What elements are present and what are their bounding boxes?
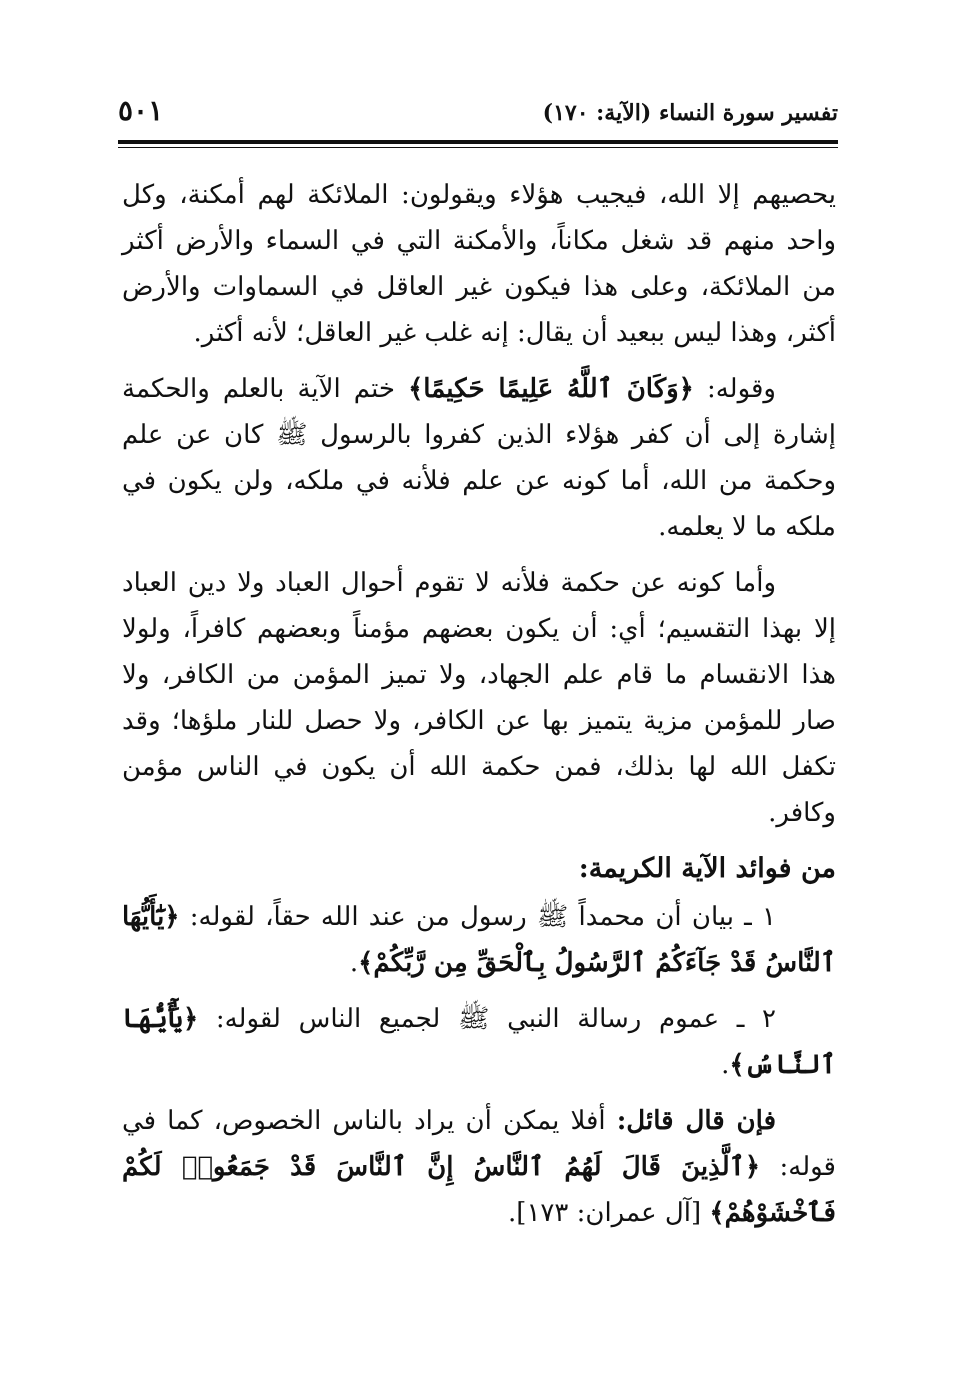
page-header [118,88,838,136]
objection-text: أفلا يمكن أن يراد بالناس الخصوص، كما في قوله: [122,1106,836,1182]
paragraph-2-after: ختم الآية بالعلم والحكمة إشارة إلى أن كفر هؤلاء الذين كفروا بالرسول ﷺ كان عن علم وحكمة من الله، أما كونه عن علم فلأنه في ملكه، ولن يكون في ملكه ما لا يعلمه. [122,374,836,542]
benefit-2 [122,996,836,1088]
quran-verse: ﴿يَٰٓأَيُّهَا ٱلنَّاسُ قَدْ جَآءَكُمُ ٱلرَّسُولُ بِٱلْحَقِّ مِن رَّبِّكُمْ﴾ [122,902,836,978]
body-text [122,172,836,1246]
benefit-1 [122,894,836,986]
quran-verse: ﴿يَٰٓأَيُّهَا ٱلنَّاسُ﴾ [122,1004,836,1080]
header-rule-thin [118,147,838,148]
paragraph-3: وأما كونه عن حكمة فلأنه لا تقوم أحوال العباد ولا دين العباد إلا بهذا التقسيم؛ أي: أن يكون بعضهم مؤمناً وبعضهم كافراً، ولولا هذا الانقسام ما قام علم الجهاد، ولا تميز المؤمن من الكافر، ولا صار للمؤمن مزية يتميز بها عن الكافر، ولا حصل للنار ملؤها؛ وقد تكفل الله لها بذلك، فمن حكمة الله أن يكون في الناس مؤمن وكافر. [122,568,836,828]
page-number: ٥٠١ [118,94,164,127]
paragraph-1: يحصيهم إلا الله، فيجيب هؤلاء ويقولون: الملائكة لهم أمكنة، وكل واحد منهم قد شغل مكاناً، والأمكنة التي في السماء والأرض أكثر من الملائكة، وعلى هذا فيكون غير العاقل في السماوات والأرض أكثر، وهذا ليس ببعيد أن يقال: إنه غلب غير العاقل؛ لأنه أكثر. [122,180,836,348]
quran-verse: ﴿وَكَانَ ٱللَّهُ عَلِيمًا حَكِيمًا﴾ [408,374,694,404]
verse-citation: [آل عمران: ١٧٣]. [508,1198,710,1228]
benefit-1-end: . [349,948,359,978]
benefits-heading: من فوائد الآية الكريمة: [578,853,836,884]
paragraph-2-before: وقوله: [693,374,776,404]
benefit-2-text: ٢ ـ عموم رسالة النبي ﷺ لجميع الناس لقوله: [198,1004,776,1034]
paragraph-2 [122,366,836,550]
header-rule-thick [118,140,838,144]
objection-paragraph [122,1098,836,1236]
running-title: تفسير سورة النساء (الآية: ١٧٠) [542,100,838,126]
benefit-2-end: . [721,1050,730,1080]
quran-verse: ﴿ٱلَّذِينَ قَالَ لَهُمُ ٱلنَّاسُ إِنَّ ٱلنَّاسَ قَدْ جَمَعُوا۟ لَكُمْ فَٱخْشَوْهُمْ﴾ [122,1152,836,1228]
objection-lead: فإن قال قائل: [616,1106,777,1136]
benefit-1-text: ١ ـ بيان أن محمداً ﷺ رسول من عند الله حقاً، لقوله: [179,902,776,932]
